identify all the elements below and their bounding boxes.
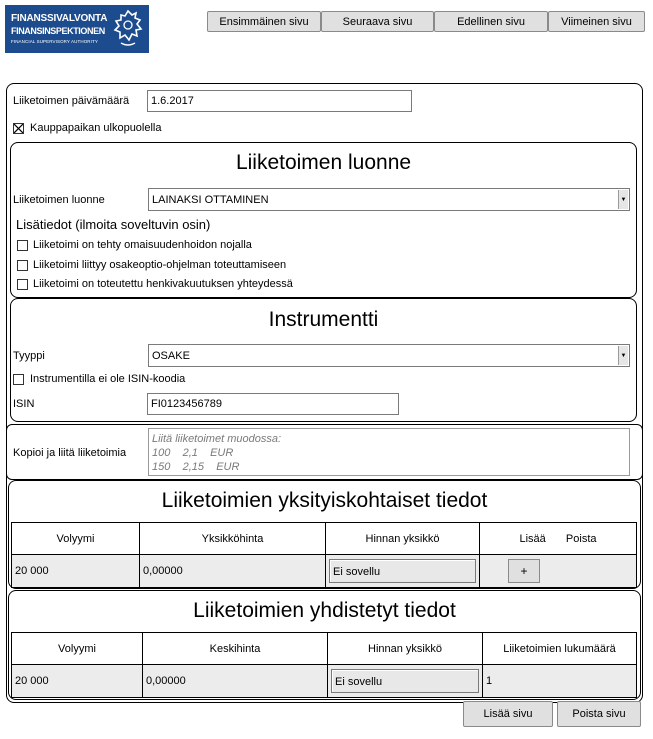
- aggregated-header-row: [12, 633, 637, 665]
- details-col-price-unit: Hinnan yksikkö: [326, 523, 480, 555]
- logo-line-3: FINANCIAL SUPERVISORY AUTHORITY: [11, 39, 98, 44]
- details-heading: Liiketoimien yksityiskohtaiset tiedot: [161, 489, 488, 512]
- aggregated-price-unit-cell: [328, 665, 483, 698]
- details-price-unit-field[interactable]: Ei sovellu: [329, 559, 476, 583]
- details-unit-price-cell[interactable]: 0,00000: [140, 555, 326, 588]
- aggregated-col-volume: Volyymi: [12, 633, 143, 665]
- next-page-button[interactable]: Seuraava sivu: [321, 11, 434, 32]
- logo-line-2: FINANSINSPEKTIONEN: [11, 26, 105, 36]
- paste-textarea[interactable]: Liitä liiketoimet muodossa: 100 2,1 EUR 150 2,15 EUR: [148, 428, 630, 476]
- paste-label: Kopioi ja liitä liiketoimia: [13, 447, 127, 459]
- isin-input[interactable]: FI0123456789: [147, 393, 399, 415]
- option-stock-option-checkbox[interactable]: [17, 260, 28, 271]
- aggregated-count-cell: 1: [483, 665, 637, 698]
- aggregated-price-unit-field: Ei sovellu: [331, 669, 479, 693]
- aggregated-table: [11, 632, 637, 698]
- aggregated-heading: Liiketoimien yhdistetyt tiedot: [193, 599, 456, 622]
- aggregated-col-price-unit: Hinnan yksikkö: [328, 633, 483, 665]
- logo-line-1: FINANSSIVALVONTA: [11, 13, 108, 24]
- extra-info-heading: Lisätiedot (ilmoita soveltuvin osin): [16, 217, 211, 232]
- last-page-button[interactable]: Viimeinen sivu: [548, 11, 645, 32]
- aggregated-avg-price-cell: 0,00000: [143, 665, 328, 698]
- first-page-button[interactable]: Ensimmäinen sivu: [207, 11, 321, 32]
- option-life-insurance-checkbox[interactable]: [17, 279, 28, 290]
- outside-venue-checkbox[interactable]: [13, 123, 24, 134]
- add-row-button[interactable]: +: [508, 559, 540, 583]
- details-volume-cell[interactable]: 20 000: [12, 555, 140, 588]
- nature-select[interactable]: [148, 188, 630, 211]
- transaction-date-input[interactable]: 1.6.2017: [147, 90, 412, 112]
- nature-field-label: Liiketoimen luonne: [13, 194, 105, 206]
- instrument-type-value: OSAKE: [152, 350, 190, 362]
- table-row: [12, 665, 637, 698]
- details-add-cell: [480, 555, 637, 588]
- outside-venue-label: Kauppapaikan ulkopuolella: [30, 122, 162, 134]
- details-price-unit-cell: [326, 555, 480, 588]
- details-col-add: Lisää: [519, 532, 546, 545]
- instrument-heading: Instrumentti: [268, 308, 379, 331]
- finanssivalvonta-logo: [5, 5, 149, 53]
- details-col-remove: Poista: [565, 532, 597, 545]
- table-row: [12, 555, 637, 588]
- nature-select-value: LAINAKSI OTTAMINEN: [152, 194, 269, 206]
- previous-page-button[interactable]: Edellinen sivu: [434, 11, 548, 32]
- dropdown-arrow-icon[interactable]: ▼: [618, 190, 628, 209]
- nature-heading: Liiketoimen luonne: [235, 151, 412, 174]
- option-asset-management-checkbox[interactable]: [17, 240, 28, 251]
- aggregated-volume-cell: 20 000: [12, 665, 143, 698]
- instrument-type-select[interactable]: [148, 344, 630, 367]
- add-page-button[interactable]: Lisää sivu: [463, 701, 553, 727]
- no-isin-checkbox[interactable]: [13, 374, 24, 385]
- details-header-row: [12, 523, 637, 555]
- dropdown-arrow-icon[interactable]: ▼: [618, 346, 628, 365]
- details-col-unit-price: Yksikköhinta: [140, 523, 326, 555]
- details-col-volume: Volyymi: [12, 523, 140, 555]
- aggregated-col-count: Liiketoimien lukumäärä: [483, 633, 637, 665]
- aggregated-col-avg-price: Keskihinta: [143, 633, 328, 665]
- no-isin-label: Instrumentilla ei ole ISIN-koodia: [30, 373, 186, 385]
- transaction-date-label: Liiketoimen päivämäärä: [13, 95, 130, 107]
- details-col-add-remove: [480, 523, 637, 555]
- isin-label: ISIN: [13, 398, 35, 410]
- delete-page-button[interactable]: Poista sivu: [557, 701, 641, 727]
- checked-x-icon: [14, 124, 23, 133]
- lion-emblem-icon: [109, 7, 147, 51]
- option-life-insurance-label: Liiketoimi on toteutettu henkivakuutuksen yhteydessä: [33, 278, 293, 290]
- details-table: [11, 522, 637, 588]
- option-asset-management-label: Liiketoimi on tehty omaisuudenhoidon nojalla: [33, 239, 252, 251]
- instrument-type-label: Tyyppi: [13, 350, 45, 362]
- option-stock-option-label: Liiketoimi liittyy osakeoptio-ohjelman toteuttamiseen: [33, 259, 287, 271]
